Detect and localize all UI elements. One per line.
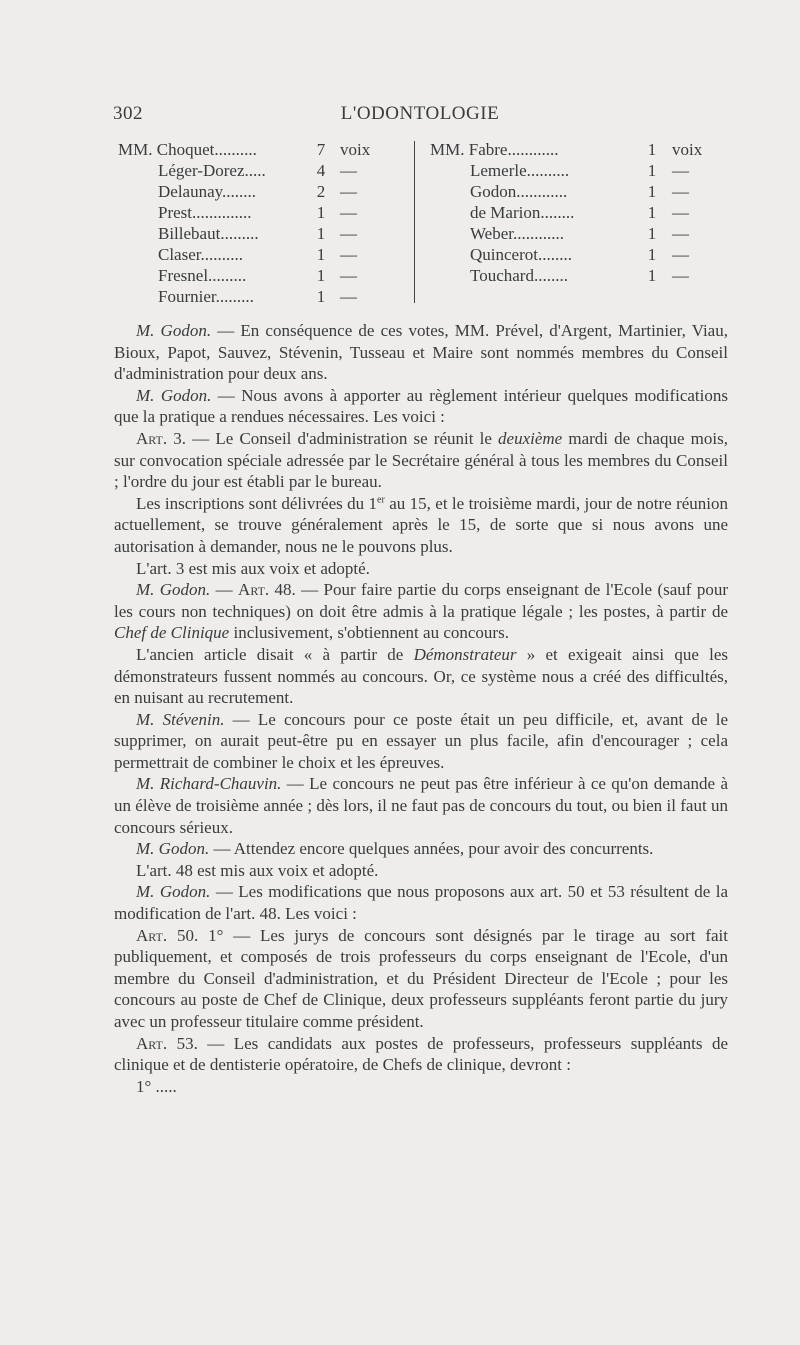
paragraph: L'art. 3 est mis aux voix et adopté. <box>136 558 370 578</box>
paragraph: Art. 3. — Le Conseil d'administration se réunit le deuxième mardi de chaque mois, sur convocation spéciale adressée par le Secrétaire général à tous les membres du Conseil ; l'ordre du jour est établi par le bureau. <box>114 428 728 492</box>
vote-count: 1 <box>316 203 326 222</box>
vote-count: 1 <box>647 161 657 180</box>
vote-count: 1 <box>647 140 657 159</box>
page-number: 302 <box>113 103 143 124</box>
vote-name: Touchard........ <box>470 266 568 285</box>
vote-unit: — <box>672 203 689 222</box>
vote-count: 1 <box>647 182 657 201</box>
vote-prefix: MM. Fabre............ <box>430 140 559 159</box>
speaker: M. Stévenin. <box>136 709 225 729</box>
vote-row <box>430 139 730 160</box>
vote-unit: — <box>340 182 357 201</box>
vote-row <box>430 244 730 265</box>
vote-name: Fournier......... <box>158 287 254 306</box>
column-divider <box>414 141 415 303</box>
paragraph: Art. 50. 1° — Les jurys de concours sont désignés par le tirage au sort fait publiquement, et composés de trois professeurs du corps enseignant de l'Ecole, d'un membre du Conseil d'administration, et du Président Directeur de l'Ecole ; pour les concours au poste de Chef de Clinique, deux professeurs suppléants feront partie du jury avec un professeur titulaire comme président. <box>114 925 728 1031</box>
vote-count: 1 <box>316 245 326 264</box>
vote-row <box>430 181 730 202</box>
vote-table <box>118 139 728 307</box>
vote-prefix: MM. Choquet.......... <box>118 140 257 159</box>
vote-row <box>430 160 730 181</box>
speaker: M. Richard-Chauvin. <box>136 774 282 794</box>
paragraph: M. Stévenin. — Le concours pour ce poste était un peu difficile, et, avant de le supprimer, on aurait peut-être pu en essayer un plus facile, afin d'encourager ; cela permettrait de combiner le choix et les épreuves. <box>114 709 728 772</box>
vote-row <box>118 244 408 265</box>
vote-row <box>118 160 408 181</box>
vote-unit: — <box>340 224 357 243</box>
vote-name: Quincerot........ <box>470 245 572 264</box>
paragraph: M. Godon. — Les modifications que nous proposons aux art. 50 et 53 résultent de la modification de l'art. 48. Les voici : <box>114 882 728 924</box>
vote-row <box>118 202 408 223</box>
vote-unit: voix <box>340 140 371 159</box>
vote-name: Weber............ <box>470 224 564 243</box>
vote-name: Lemerle.......... <box>470 161 570 180</box>
speaker: M. Godon. <box>136 321 212 340</box>
vote-name: Fresnel......... <box>158 266 247 285</box>
paragraph: M. Godon. — Art. 48. — Pour faire partie du corps enseignant de l'Ecole (sauf pour les cours non techniques) on doit être admis à la pratique légale ; les postes, à partir de Chef de Clinique inclusivement, s'obtiennent au concours. <box>114 580 728 643</box>
vote-count: 1 <box>647 245 657 264</box>
vote-count: 1 <box>647 224 657 243</box>
vote-name: Claser.......... <box>158 245 243 264</box>
paragraph: M. Richard-Chauvin. — Le concours ne peut pas être inférieur à ce qu'on demande à un élève de troisième année ; dès lors, il ne faut pas de concours du tout, ou bien il faut un concours sérieux. <box>114 774 728 837</box>
vote-count: 1 <box>316 266 326 285</box>
vote-count: 7 <box>316 140 326 159</box>
vote-row <box>118 286 408 307</box>
vote-count: 2 <box>316 182 326 201</box>
paragraph: Les inscriptions sont délivrées du 1er au 15, et le troisième mardi, jour de notre réunion actuellement, se trouve généralement après le 15, de sorte que si nous avons une autorisation à demander, nous ne le pouvons plus. <box>114 493 728 556</box>
vote-unit: — <box>340 245 357 264</box>
vote-unit: — <box>672 245 689 264</box>
vote-count: 1 <box>316 224 326 243</box>
vote-unit: — <box>340 161 357 180</box>
vote-count: 1 <box>647 266 657 285</box>
journal-title: L'ODONTOLOGIE <box>340 103 500 124</box>
vote-unit: — <box>672 182 689 201</box>
vote-row <box>118 139 408 160</box>
paragraph: L'art. 48 est mis aux voix et adopté. <box>136 860 379 880</box>
vote-row <box>430 223 730 244</box>
vote-name: Léger-Dorez..... <box>158 161 266 180</box>
vote-name: Godon............ <box>470 182 568 201</box>
vote-name: de Marion........ <box>470 203 575 222</box>
paragraph: 1° ..... <box>136 1076 177 1096</box>
speaker: M. Godon. <box>136 580 211 600</box>
vote-unit: — <box>672 224 689 243</box>
vote-row <box>118 265 408 286</box>
vote-name: Billebaut......... <box>158 224 259 243</box>
vote-unit: — <box>672 161 689 180</box>
vote-row <box>430 202 730 223</box>
article-label: Art. <box>136 925 168 945</box>
body-text <box>114 320 728 1097</box>
paragraph: L'ancien article disait « à partir de Démonstrateur » et exigeait ainsi que les démonstrateurs fussent nommés au concours. Or, ce système nous a créé des difficultés, en nuisant au recrutement. <box>114 644 728 708</box>
vote-name: Delaunay........ <box>158 182 257 201</box>
vote-row <box>118 223 408 244</box>
speaker: M. Godon. <box>136 882 211 902</box>
vote-count: 4 <box>316 161 326 180</box>
speaker: M. Godon. <box>136 385 212 405</box>
paragraph: M. Godon. — Nous avons à apporter au règlement intérieur quelques modifications que la pratique a rendues nécessaires. Les voici : <box>114 385 728 427</box>
paragraph: Art. 53. — Les candidats aux postes de professeurs, professeurs suppléants de clinique et de dentisterie opératoire, de Chefs de clinique, devront : <box>114 1033 728 1075</box>
speaker: M. Godon. <box>136 839 210 859</box>
page-header <box>113 103 727 129</box>
vote-row <box>430 265 730 286</box>
vote-unit: voix <box>672 140 703 159</box>
paragraph: M. Godon. — Attendez encore quelques années, pour avoir des concurrents. <box>136 839 654 859</box>
paragraph: M. Godon. — En conséquence de ces votes, MM. Prével, d'Argent, Martinier, Viau, Bioux, Papot, Sauvez, Stévenin, Tusseau et Maire sont nommés membres du Conseil d'administration pour deux ans. <box>114 321 728 384</box>
vote-row <box>118 181 408 202</box>
vote-unit: — <box>340 266 357 285</box>
vote-unit: — <box>340 203 357 222</box>
vote-name: Prest.............. <box>158 203 252 222</box>
article-label: Art. <box>136 428 168 448</box>
vote-unit: — <box>340 287 357 306</box>
vote-count: 1 <box>316 287 326 306</box>
vote-column-right <box>430 139 730 286</box>
vote-count: 1 <box>647 203 657 222</box>
article-label: Art. <box>136 1033 168 1053</box>
vote-unit: — <box>672 266 689 285</box>
vote-column-left <box>118 139 408 307</box>
